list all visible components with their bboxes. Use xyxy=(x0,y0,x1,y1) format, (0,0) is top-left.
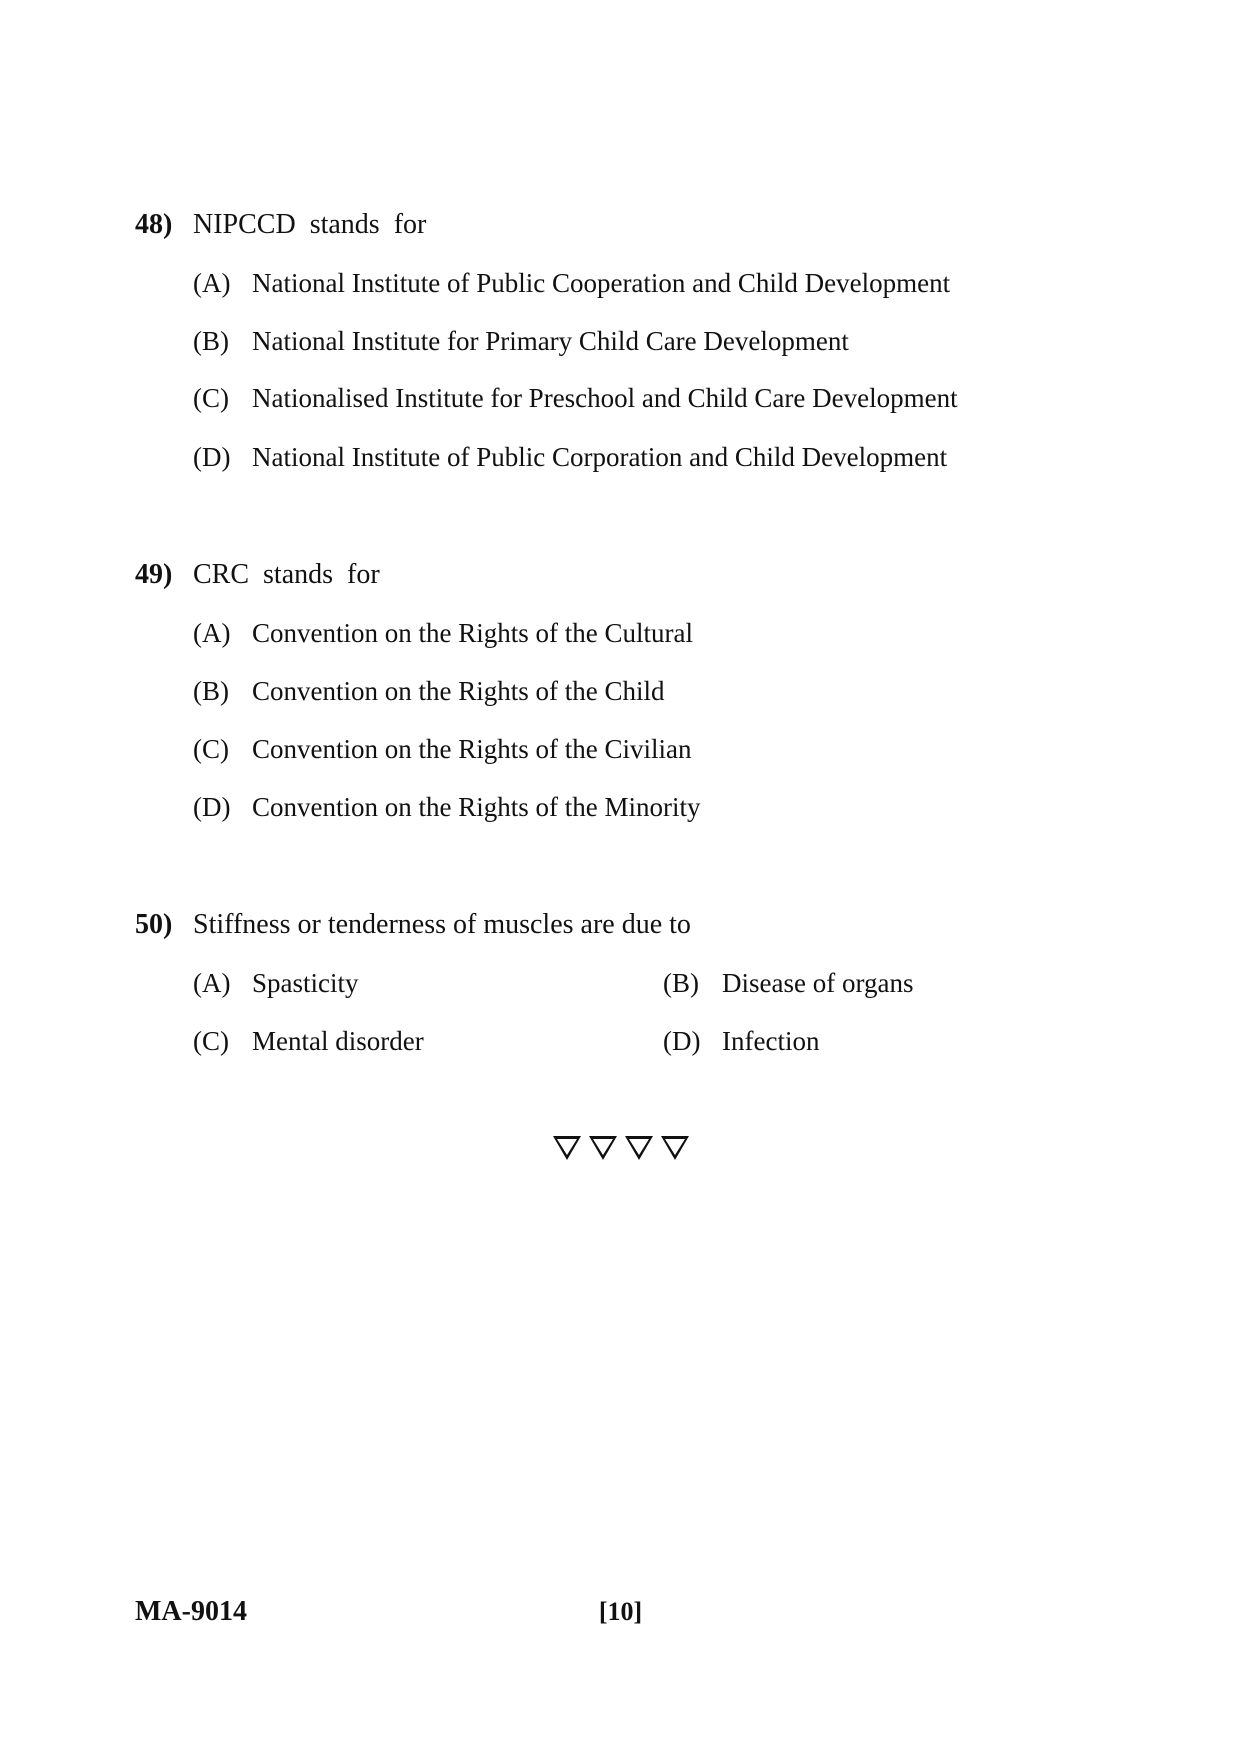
option-letter: (C) xyxy=(193,734,229,764)
option-text: Convention on the Rights of the Cultural xyxy=(252,618,693,648)
triangle-down-icon xyxy=(553,1136,581,1160)
question-48-stem xyxy=(135,205,1095,245)
option-letter: (D) xyxy=(193,792,231,822)
question-number: 48) xyxy=(135,209,173,240)
option-text: Disease of organs xyxy=(722,968,914,998)
option-text: Convention on the Rights of the Civilian xyxy=(252,734,692,764)
option-text: Nationalised Institute for Preschool and Child Care Development xyxy=(252,383,958,413)
option-49-d xyxy=(193,789,700,825)
page-number: [10] xyxy=(598,1597,643,1626)
option-letter: (A) xyxy=(193,968,231,998)
question-50 xyxy=(135,905,1095,1056)
question-text: Stiffness or tenderness of muscles are due to xyxy=(193,909,691,940)
option-49-b xyxy=(193,673,665,709)
question-text: NIPCCD stands for xyxy=(193,209,427,240)
option-letter: (D) xyxy=(193,442,231,472)
option-text: National Institute for Primary Child Care Development xyxy=(252,326,849,356)
question-49 xyxy=(135,555,1095,822)
option-letter: (C) xyxy=(193,1026,229,1056)
question-50-stem xyxy=(135,905,1095,945)
option-48-c xyxy=(193,380,958,416)
option-50-b xyxy=(663,965,913,1001)
question-number: 49) xyxy=(135,559,173,590)
option-49-a xyxy=(193,615,693,651)
paper-code: MA-9014 xyxy=(135,1596,247,1627)
option-text: National Institute of Public Cooperation and Child Development xyxy=(252,268,951,298)
option-letter: (C) xyxy=(193,383,229,413)
option-letter: (A) xyxy=(193,618,231,648)
option-text: National Institute of Public Corporation and Child Development xyxy=(252,442,948,472)
option-letter: (B) xyxy=(663,968,699,998)
question-48 xyxy=(135,205,1095,472)
option-text: Mental disorder xyxy=(252,1026,424,1056)
triangle-down-icon xyxy=(661,1136,689,1160)
option-text: Spasticity xyxy=(252,968,359,998)
end-marker xyxy=(0,1136,1241,1165)
option-50-c xyxy=(193,1023,424,1059)
question-text: CRC stands for xyxy=(193,559,380,590)
option-letter: (B) xyxy=(193,676,229,706)
option-letter: (A) xyxy=(193,268,231,298)
option-48-a xyxy=(193,265,950,301)
question-number: 50) xyxy=(135,909,173,940)
option-letter: (D) xyxy=(663,1026,701,1056)
option-48-b xyxy=(193,323,849,359)
triangle-down-icon xyxy=(589,1136,617,1160)
option-text: Convention on the Rights of the Minority xyxy=(252,792,701,822)
option-letter: (B) xyxy=(193,326,229,356)
option-text: Convention on the Rights of the Child xyxy=(252,676,665,706)
option-50-a xyxy=(193,965,359,1001)
option-48-d xyxy=(193,439,947,475)
option-text: Infection xyxy=(722,1026,820,1056)
question-49-stem xyxy=(135,555,1095,595)
triangle-down-icon xyxy=(625,1136,653,1160)
option-49-c xyxy=(193,731,691,767)
option-50-d xyxy=(663,1023,819,1059)
